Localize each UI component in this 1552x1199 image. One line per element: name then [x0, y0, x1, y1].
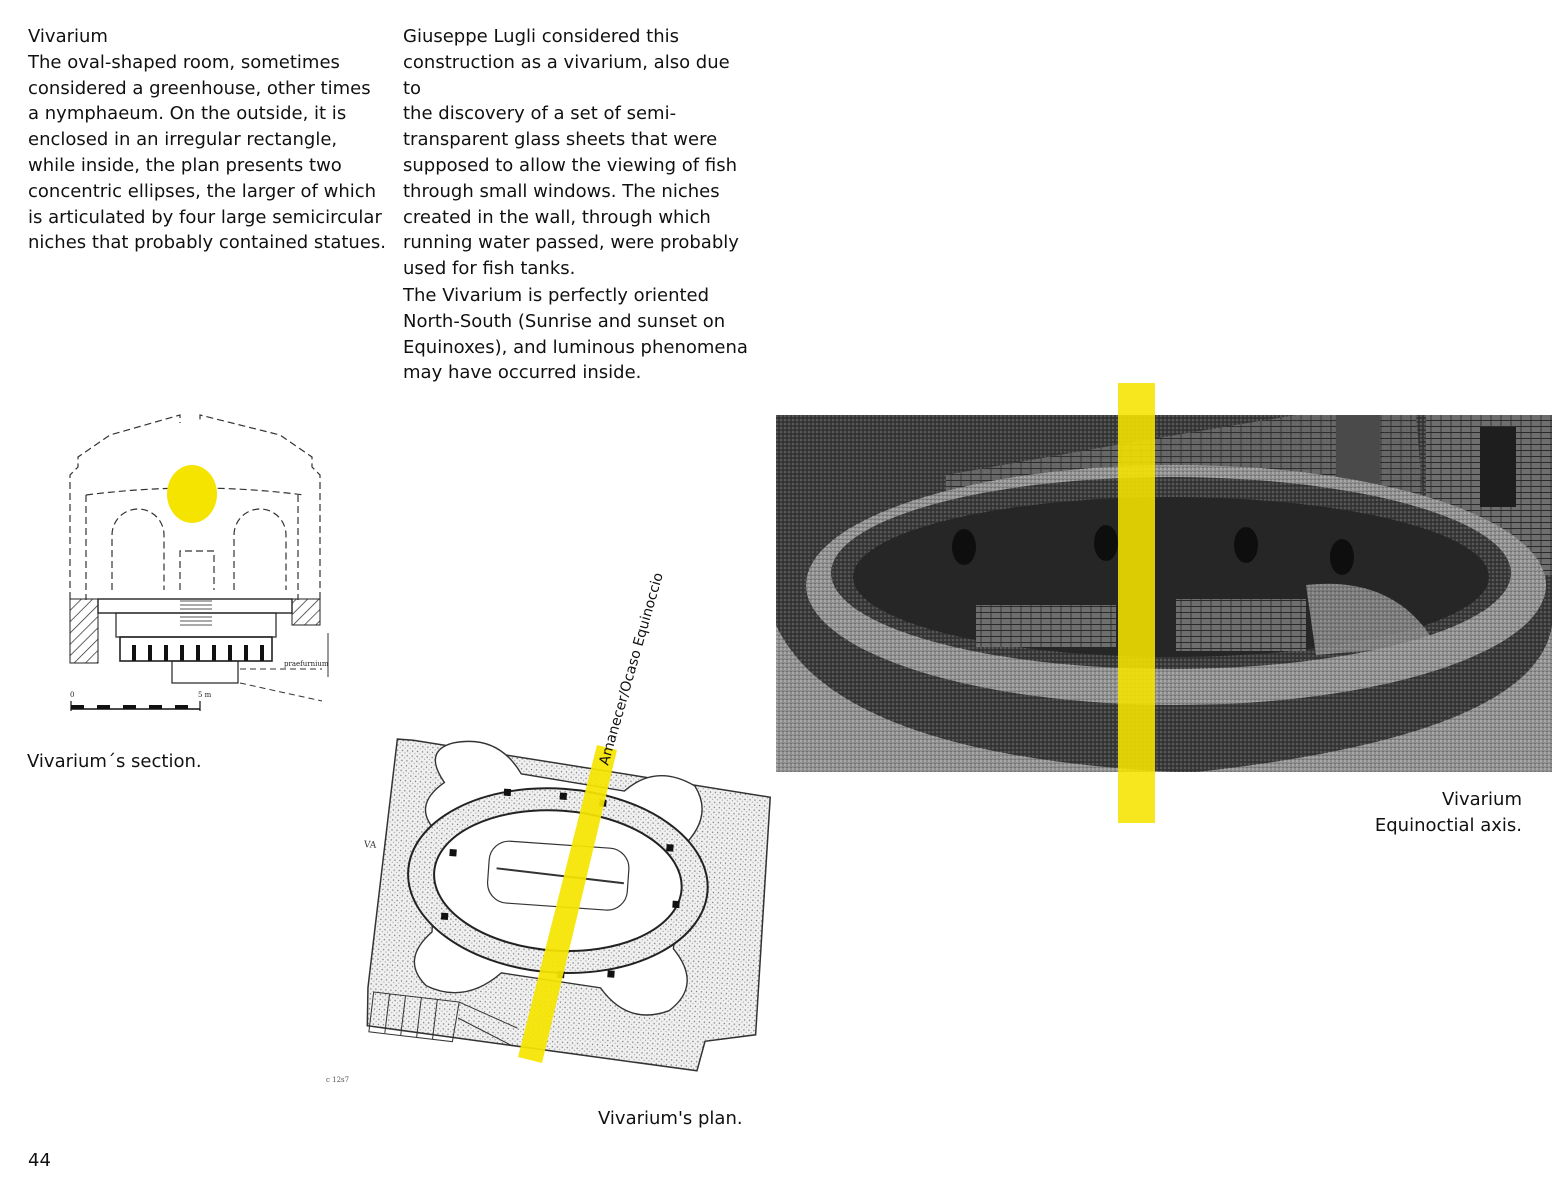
photo-axis-highlight	[1118, 383, 1155, 823]
plan-caption: Vivarium's plan.	[598, 1108, 743, 1129]
intro-text	[28, 24, 388, 256]
vivarium-photo	[776, 383, 1552, 823]
praefurnium-label: praefurnium	[284, 660, 329, 668]
plan-corner-note: c 12s7	[326, 1076, 350, 1084]
photo-caption-title: Vivarium	[1442, 789, 1522, 810]
photo-caption	[1375, 787, 1522, 839]
plan-small-label: VA	[363, 840, 377, 851]
lugli-paragraph: Giuseppe Lugli considered this construction as a vivarium, also due to the discovery of a set of semi- transparent glass sheets that were supposed to allow the viewing of fish through small windows. The niches created in the wall, through which running water passed, were probably used for fish tanks.	[403, 26, 739, 280]
plan-drawing	[320, 560, 780, 1100]
section-drawing	[60, 405, 350, 715]
scale-end-label: 5 m	[198, 691, 212, 699]
scale-zero-label: 0	[70, 691, 75, 699]
photo-caption-subtitle: Equinoctial axis.	[1374, 815, 1522, 836]
sun-highlight	[167, 465, 217, 523]
orientation-paragraph: The Vivarium is perfectly oriented North-South (Sunrise and sunset on Equinoxes), and luminous phenomena may have occurred inside.	[403, 285, 748, 384]
intro-heading: Vivarium	[28, 26, 108, 47]
page-number: 44	[28, 1150, 51, 1171]
plan-axis-label: Amanecer/Ocaso Equinoccio	[596, 570, 667, 768]
intro-paragraph: The oval-shaped room, sometimes considered a greenhouse, other times a nymphaeum. On the outside, it is enclosed in an irregular rectangle, while inside, the plan presents two concentric ellipses, the larger of which is articulated by four large semicircular niches that probably contained statues.	[28, 51, 387, 254]
section-caption: Vivarium´s section.	[27, 751, 202, 772]
